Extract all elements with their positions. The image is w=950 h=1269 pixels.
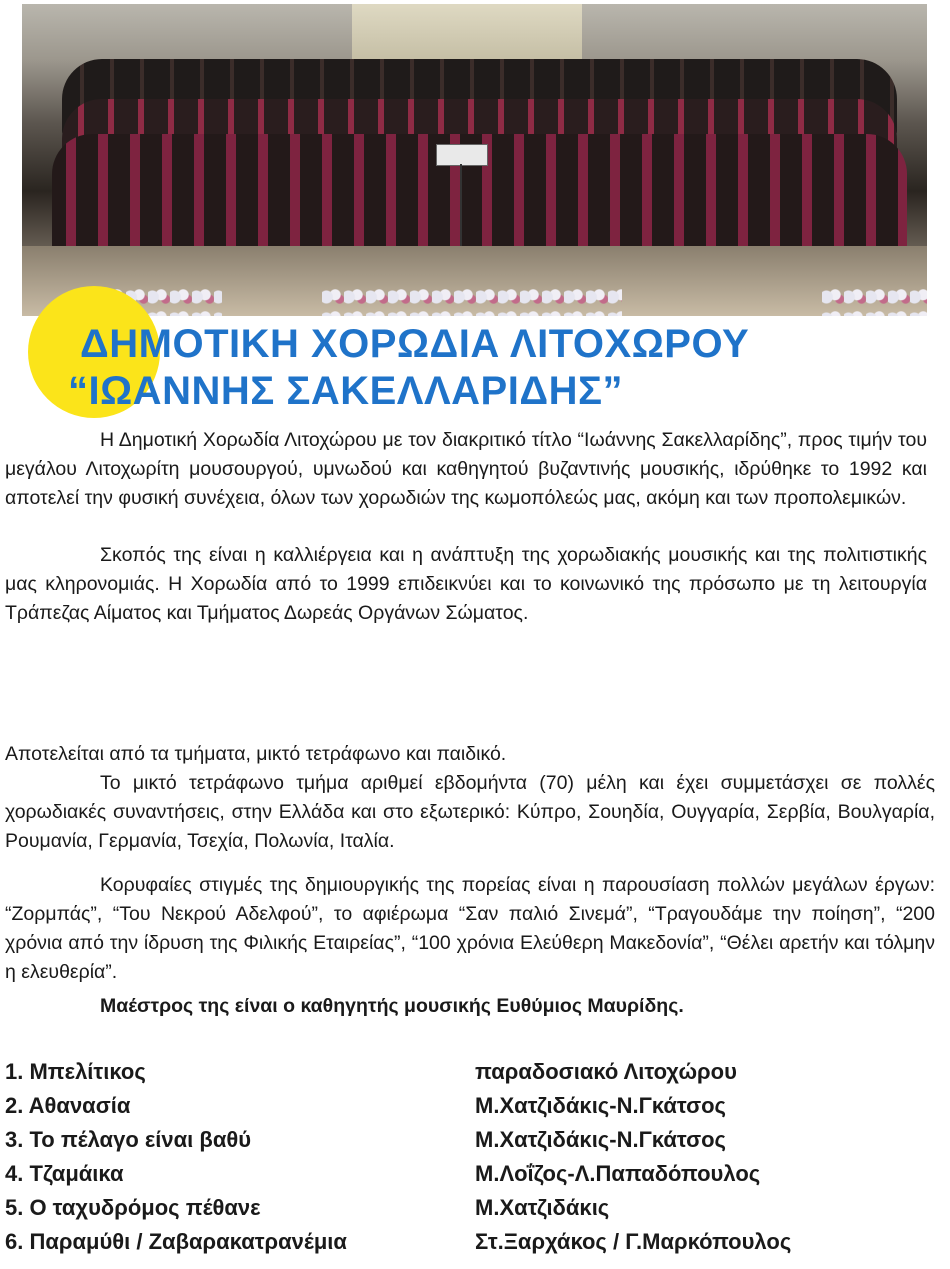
- purpose-paragraph: Σκοπός της είναι η καλλιέργεια και η ανάπτυξη της χορωδιακής μουσικής και της πολιτιστικής μας κληρονομιάς. Η Χορωδία από το 1999 επιδεικνύει και το κοινωνικό της πρόσωπο με τη λειτουργία Τράπεζας Αίματος και Τμήματος Δωρεάς Οργάνων Σώματος.: [5, 544, 927, 624]
- choir-photo: [22, 4, 927, 316]
- music-stand: [436, 144, 488, 166]
- flowers-right: [822, 286, 927, 316]
- song-title: 3. Το πέλαγο είναι βαθύ: [5, 1127, 252, 1152]
- program-item: [5, 1157, 905, 1191]
- song-title: 6. Παραμύθι / Ζαβαρακατρανέμια: [5, 1229, 347, 1254]
- song-title: 2. Αθανασία: [5, 1093, 131, 1118]
- members-paragraph: Το μικτό τετράφωνο τμήμα αριθμεί εβδομήντα (70) μέλη και έχει συμμετάσχει σε πολλές χορωδιακές συναντήσεις, στην Ελλάδα και στο εξωτερικό: Κύπρο, Σουηδία, Ουγγαρία, Σερβία, Βουλγαρία, Ρουμανία, Γερμανία, Τσεχία, Πολωνία, Ιταλία.: [5, 772, 935, 852]
- song-composer: Μ.Χατζιδάκις: [475, 1195, 610, 1220]
- song-composer: Μ.Χατζιδάκις-Ν.Γκάτσος: [475, 1093, 726, 1118]
- song-composer: παραδοσιακό Λιτοχώρου: [475, 1059, 737, 1084]
- page-title: ΔΗΜΟΤΙΚΗ ΧΟΡΩΔΙΑ ΛΙΤΟΧΩΡΟΥ: [80, 322, 750, 366]
- song-title: 5. Ο ταχυδρόμος πέθανε: [5, 1195, 261, 1220]
- page-subtitle: “ΙΩΑΝΝΗΣ ΣΑΚΕΛΛΑΡΙΔΗΣ”: [68, 369, 623, 413]
- program-list: [5, 1055, 905, 1259]
- song-composer: Μ.Χατζιδάκις-Ν.Γκάτσος: [475, 1127, 726, 1152]
- program-item: [5, 1089, 905, 1123]
- flowers-center: [322, 286, 622, 316]
- sections-paragraph: Αποτελείται από τα τμήματα, μικτό τετράφωνο και παιδικό.: [5, 743, 507, 765]
- intro-paragraph: Η Δημοτική Χορωδία Λιτοχώρου με τον διακριτικό τίτλο “Ιωάννης Σακελλαρίδης”, προς τιμήν του μεγάλου Λιτοχωρίτη μουσουργού, υμνωδού και καθηγητού βυζαντινής μουσικής, ιδρύθηκε το 1992 και αποτελεί την φυσική συνέχεια, όλων των χορωδιών της κωμοπόλεώς μας, ακόμη και των προπολεμικών.: [5, 429, 927, 509]
- program-item: [5, 1191, 905, 1225]
- highlights-paragraph: Κορυφαίες στιγμές της δημιουργικής της πορείας είναι η παρουσίαση πολλών μεγάλων έργων: “Ζορμπάς”, “Του Νεκρού Αδελφού”, το αφιέρωμα “Σαν παλιό Σινεμά”, “Τραγουδάμε την ποίηση”, “200 χρόνια από την ίδρυση της Φιλικής Εταιρείας”, “100 χρόνια Ελεύθερη Μακεδονία”, “Θέλει αρετήν και τόλμην η ελευθερία”.: [5, 874, 935, 983]
- program-item: [5, 1225, 905, 1259]
- program-item: [5, 1055, 905, 1089]
- song-title: 1. Μπελίτικος: [5, 1059, 146, 1084]
- song-composer: Μ.Λοΐζος-Λ.Παπαδόπουλος: [475, 1161, 761, 1186]
- song-title: 4. Τζαμάικα: [5, 1161, 124, 1186]
- conductor-paragraph: Μαέστρος της είναι ο καθηγητής μουσικής Ευθύμιος Μαυρίδης.: [100, 995, 684, 1017]
- song-composer: Στ.Ξαρχάκος / Γ.Μαρκόπουλος: [475, 1229, 792, 1254]
- program-item: [5, 1123, 905, 1157]
